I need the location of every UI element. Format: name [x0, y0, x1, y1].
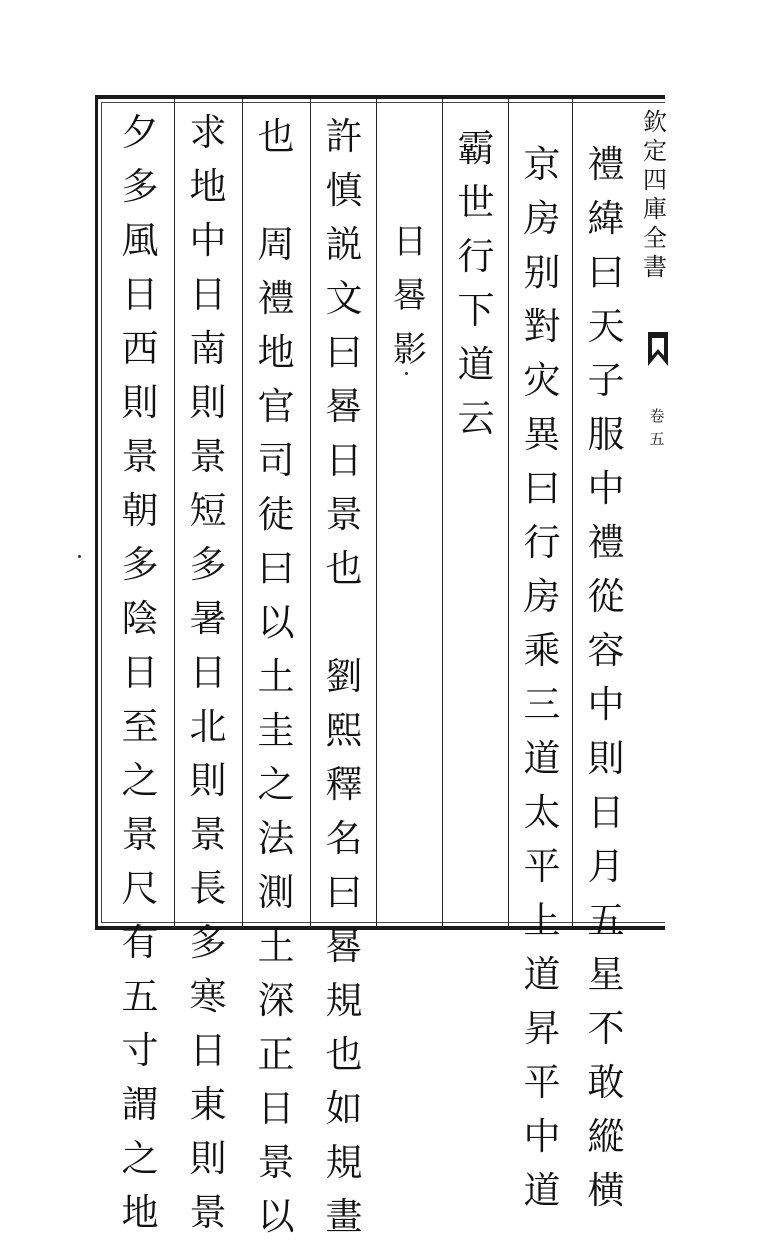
glyph: 禮: [587, 143, 625, 186]
scan-speck: [78, 555, 81, 558]
glyph: 地: [189, 165, 227, 208]
glyph: 慎: [325, 169, 363, 212]
glyph: 地: [257, 331, 295, 374]
glyph: 中: [587, 683, 625, 726]
fish-tail-mark: [646, 330, 670, 368]
glyph: 禮: [257, 277, 295, 320]
glyph: 北: [189, 705, 227, 748]
glyph: 以: [257, 1195, 295, 1238]
glyph: 深: [257, 979, 295, 1022]
glyph: 之: [121, 1137, 159, 1180]
glyph: 五: [121, 975, 159, 1018]
glyph: 土: [257, 925, 295, 968]
glyph: 周: [257, 223, 295, 266]
glyph: 陰: [121, 597, 159, 640]
glyph: 横: [587, 1169, 625, 1212]
text-column-7: [180, 106, 236, 1240]
column-rule: [242, 99, 243, 926]
glyph: 風: [121, 219, 159, 262]
glyph: 規: [325, 1141, 363, 1184]
glyph: 之: [257, 763, 295, 806]
glyph: 如: [325, 1087, 363, 1130]
glyph: 日: [189, 273, 227, 316]
glyph: 灾: [523, 359, 561, 402]
glyph: 五: [649, 430, 665, 448]
glyph: 法: [257, 817, 295, 860]
glyph: 正: [257, 1033, 295, 1076]
glyph: 名: [325, 817, 363, 860]
glyph: 五: [587, 899, 625, 942]
glyph: 日: [393, 222, 427, 262]
glyph: 下: [457, 289, 495, 332]
glyph: 日: [325, 439, 363, 482]
glyph: 司: [257, 439, 295, 482]
glyph: 道: [523, 953, 561, 996]
glyph: 晷: [325, 925, 363, 968]
glyph: 則: [189, 381, 227, 424]
text-column-4: [382, 215, 438, 377]
text-column-5: [316, 110, 372, 1244]
glyph: 太: [523, 791, 561, 834]
glyph: 曰: [257, 547, 295, 590]
glyph: 世: [457, 181, 495, 224]
glyph: 謂: [121, 1083, 159, 1126]
glyph: 别: [523, 251, 561, 294]
glyph: 寒: [189, 975, 227, 1018]
text-column-6: [248, 110, 304, 1244]
glyph: 平: [523, 845, 561, 888]
glyph: 也: [325, 547, 363, 590]
glyph: 多: [189, 543, 227, 586]
gutter-juan: [644, 405, 670, 451]
glyph: 霸: [457, 127, 495, 170]
glyph: 有: [121, 921, 159, 964]
glyph: 房: [523, 575, 561, 618]
glyph: 景: [189, 813, 227, 856]
glyph: 規: [325, 979, 363, 1022]
glyph: 景: [189, 1191, 227, 1234]
glyph: 官: [257, 385, 295, 428]
glyph: [270, 164, 282, 218]
glyph: 從: [587, 575, 625, 618]
scan-speck: [405, 372, 408, 375]
glyph: 晷: [325, 385, 363, 428]
column-rule: [442, 99, 443, 926]
glyph: 日: [189, 651, 227, 694]
glyph: 景: [189, 435, 227, 478]
glyph: 許: [325, 115, 363, 158]
glyph: 日: [257, 1087, 295, 1130]
column-rule: [376, 99, 377, 926]
glyph: 三: [523, 683, 561, 726]
glyph: 日: [121, 651, 159, 694]
glyph: 縱: [587, 1115, 625, 1158]
glyph: [338, 596, 350, 650]
glyph: 求: [189, 111, 227, 154]
glyph: 多: [189, 921, 227, 964]
glyph: 中: [523, 1115, 561, 1158]
glyph: 曰: [587, 251, 625, 294]
glyph: 平: [523, 1061, 561, 1104]
glyph: 景: [121, 813, 159, 856]
glyph: 全: [643, 224, 667, 252]
glyph: 夕: [121, 111, 159, 154]
glyph: 乘: [523, 629, 561, 672]
glyph: 子: [587, 359, 625, 402]
glyph: 晷: [393, 276, 427, 316]
glyph: 景: [121, 435, 159, 478]
glyph: 則: [189, 1137, 227, 1180]
glyph: 敢: [587, 1061, 625, 1104]
glyph: 也: [257, 115, 295, 158]
glyph: 書: [643, 253, 667, 281]
glyph: 欽: [643, 108, 667, 136]
column-rule: [508, 99, 509, 926]
glyph: 昇: [523, 1007, 561, 1050]
glyph: 則: [121, 381, 159, 424]
glyph: 尺: [121, 867, 159, 910]
glyph: 説: [325, 223, 363, 266]
glyph: 景: [257, 1141, 295, 1184]
glyph: 天: [587, 305, 625, 348]
glyph: 四: [643, 166, 667, 194]
glyph: 星: [587, 953, 625, 996]
glyph: 暑: [189, 597, 227, 640]
column-rule: [572, 99, 573, 926]
glyph: 中: [587, 467, 625, 510]
glyph: 容: [587, 629, 625, 672]
glyph: 道: [457, 343, 495, 386]
glyph: 朝: [121, 489, 159, 532]
glyph: 京: [523, 143, 561, 186]
glyph: 則: [189, 759, 227, 802]
glyph: 多: [121, 165, 159, 208]
glyph: 云: [457, 397, 495, 440]
glyph: 以: [257, 601, 295, 644]
glyph: 上: [523, 899, 561, 942]
glyph: 道: [523, 737, 561, 780]
gutter-title: [638, 108, 672, 282]
glyph: 也: [325, 1033, 363, 1076]
glyph: 徒: [257, 493, 295, 536]
glyph: 熙: [325, 709, 363, 752]
glyph: 畫: [325, 1195, 363, 1238]
glyph: 影: [393, 330, 427, 370]
glyph: 西: [121, 327, 159, 370]
glyph: 測: [257, 871, 295, 914]
glyph: 緯: [587, 197, 625, 240]
glyph: 房: [523, 197, 561, 240]
glyph: 東: [189, 1083, 227, 1126]
glyph: 道: [523, 1169, 561, 1212]
glyph: 多: [121, 543, 159, 586]
glyph: 不: [587, 1007, 625, 1050]
text-column-3: [448, 122, 504, 446]
glyph: 文: [325, 277, 363, 320]
glyph: 景: [325, 493, 363, 536]
glyph: 日: [121, 273, 159, 316]
glyph: 日: [189, 1029, 227, 1072]
glyph: 行: [523, 521, 561, 564]
glyph: 寸: [121, 1029, 159, 1072]
glyph: 圭: [257, 709, 295, 752]
glyph: 異: [523, 413, 561, 456]
glyph: 日: [587, 791, 625, 834]
glyph: 中: [189, 219, 227, 262]
glyph: 對: [523, 305, 561, 348]
glyph: 曰: [325, 331, 363, 374]
glyph: 服: [587, 413, 625, 456]
glyph: 禮: [587, 521, 625, 564]
glyph: 曰: [523, 467, 561, 510]
text-column-8: [112, 106, 168, 1240]
glyph: 地: [121, 1191, 159, 1234]
glyph: 劉: [325, 655, 363, 698]
glyph: 行: [457, 235, 495, 278]
glyph: 庫: [643, 195, 667, 223]
glyph: 至: [121, 705, 159, 748]
glyph: 定: [643, 137, 667, 165]
glyph: 南: [189, 327, 227, 370]
column-rule: [174, 99, 175, 926]
text-column-2: [514, 138, 570, 1218]
glyph: 短: [189, 489, 227, 532]
glyph: 卷: [649, 407, 665, 425]
glyph: 土: [257, 655, 295, 698]
glyph: 曰: [325, 871, 363, 914]
glyph: 則: [587, 737, 625, 780]
glyph: 釋: [325, 763, 363, 806]
text-column-1: [578, 138, 634, 1218]
glyph: 之: [121, 759, 159, 802]
glyph: 長: [189, 867, 227, 910]
column-rule: [310, 99, 311, 926]
glyph: 月: [587, 845, 625, 888]
